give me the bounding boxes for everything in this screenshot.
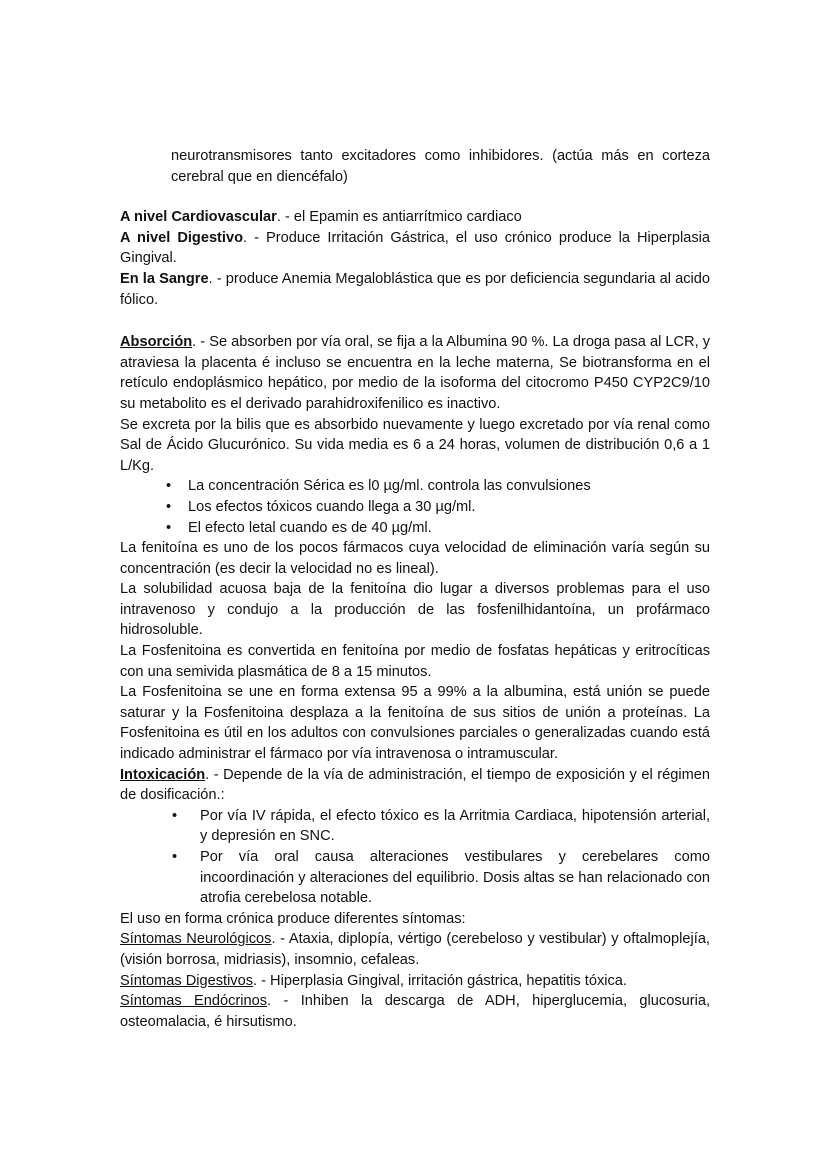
sintomas-digestivos-paragraph <box>120 971 710 992</box>
digestivo-paragraph <box>120 228 710 269</box>
sintomas-digestivos-text: . - Hiperplasia Gingival, irritación gástrica, hepatitis tóxica. <box>253 972 627 989</box>
sintomas-digestivos-heading: Síntomas Digestivos <box>120 972 254 989</box>
digestivo-label: A nivel Digestivo <box>120 229 244 246</box>
fosfenitoina-conversion-paragraph: La Fosfenitoina es convertida en fenitoína por medio de fosfatas hepáticas y eritrocíticas con una semivida plasmática de 8 a 15 minutos. <box>120 643 710 680</box>
sangre-label: En la Sangre <box>120 270 209 287</box>
bullet-icon <box>166 476 171 497</box>
sintomas-neurologicos-text: . - Ataxia, diplopía, vértigo (cerebeloso y vestibular) y oftalmoplejía, (visión borrosa, midriasis), insomnio, cefaleas. <box>120 931 710 968</box>
absorcion-heading: Absorción <box>120 334 193 351</box>
cronica-paragraph: El uso en forma crónica produce diferentes síntomas: <box>120 910 466 927</box>
sangre-text: . - produce Anemia Megaloblástica que es por deficiencia segundaria al acido fólico. <box>120 270 710 308</box>
spacer <box>120 310 710 332</box>
list-item-text: Por vía IV rápida, el efecto tóxico es la Arritmia Cardiaca, hipotensión arterial, y depresión en SNC. <box>200 807 710 845</box>
cardiovascular-paragraph <box>120 207 710 228</box>
eliminacion-paragraph: La fenitoína es uno de los pocos fármacos cuya velocidad de eliminación varía según su concentración (es decir la velocidad no es lineal). <box>120 540 710 577</box>
digestivo-text: . - Produce Irritación Gástrica, el uso crónico produce la Hiperplasia Gingival. <box>120 229 710 267</box>
sintomas-neurologicos-heading: Síntomas Neurológicos <box>120 931 272 948</box>
sangre-paragraph <box>120 269 710 310</box>
absorcion-text: . - Se absorben por vía oral, se fija a la Albumina 90 %. La droga pasa al LCR, y atraviesa la placenta é incluso se encuentra en la leche materna, Se biotransforma en el retículo endoplásmico hepático, por medio de la isoforma del citocromo P450 CYP2C9/10 su metabolito es el derivado parahidroxifenilico es inactivo. <box>120 334 710 412</box>
list-item <box>166 497 710 518</box>
spacer <box>120 187 710 207</box>
intoxicacion-heading: Intoxicación <box>120 766 206 783</box>
concentration-bullet-list <box>120 476 710 538</box>
bullet-icon <box>166 518 171 539</box>
intoxicacion-paragraph <box>120 765 710 806</box>
cardiovascular-text: . - el Epamin es antiarrítmico cardiaco <box>276 209 522 226</box>
sintomas-endocrinos-heading: Síntomas Endócrinos <box>120 993 268 1010</box>
absorcion-paragraph <box>120 332 710 414</box>
intro-continuation-text: neurotransmisores tanto excitadores como inhibidores. (actúa más en corteza cerebral que en diencéfalo) <box>171 148 710 185</box>
list-item-text: Por vía oral causa alteraciones vestibulares y cerebelares como incoordinación y alteraciones del equilibrio. Dosis altas se han relacionado con atrofia cerebelosa notable. <box>200 849 710 907</box>
list-item-text: La concentración Sérica es l0 µg/ml. controla las convulsiones <box>188 478 591 495</box>
solubilidad-paragraph: La solubilidad acuosa baja de la fenitoína dio lugar a diversos problemas para el uso intravenoso y condujo a la producción de las fosfenilhidantoína, un profármaco hidrosoluble. <box>120 581 710 639</box>
intoxicacion-text: . - Depende de la vía de administración, el tiempo de exposición y el régimen de dosificación.: <box>120 766 710 804</box>
fosfenitoina-union-paragraph: La Fosfenitoina se une en forma extensa 95 a 99% a la albumina, está unión se puede saturar y la Fosfenitoina desplaza a la fenitoína de sus sitios de unión a proteínas. La Fosfenitoina es útil en los adultos con convulsiones parciales o generalizadas cuando está indicado administrar el fármaco por vía intravenosa o intramuscular. <box>120 684 710 763</box>
sintomas-endocrinos-paragraph <box>120 991 710 1032</box>
sintomas-neurologicos-paragraph <box>120 929 710 970</box>
list-item-text: El efecto letal cuando es de 40 µg/ml. <box>188 519 432 536</box>
intoxication-bullet-list <box>120 806 710 909</box>
intro-continuation-paragraph <box>120 146 710 187</box>
excrecion-paragraph: Se excreta por la bilis que es absorbido nuevamente y luego excretado por vía renal como Sal de Ácido Glucurónico. Su vida media es 6 a 24 horas, volumen de distribución 0,6 a 1 L/Kg. <box>120 416 710 474</box>
sintomas-endocrinos-text: . - Inhiben la descarga de ADH, hiperglucemia, glucosuria, osteomalacia, é hirsutismo. <box>120 993 711 1030</box>
list-item <box>166 476 710 497</box>
bullet-icon <box>166 497 171 518</box>
document-body <box>120 146 710 1032</box>
bullet-icon <box>172 806 177 827</box>
list-item <box>172 847 710 909</box>
list-item <box>172 806 710 847</box>
bullet-icon <box>172 847 177 868</box>
list-item-text: Los efectos tóxicos cuando llega a 30 µg/ml. <box>188 498 476 515</box>
cardiovascular-label: A nivel Cardiovascular <box>120 209 277 226</box>
list-item <box>166 518 710 539</box>
